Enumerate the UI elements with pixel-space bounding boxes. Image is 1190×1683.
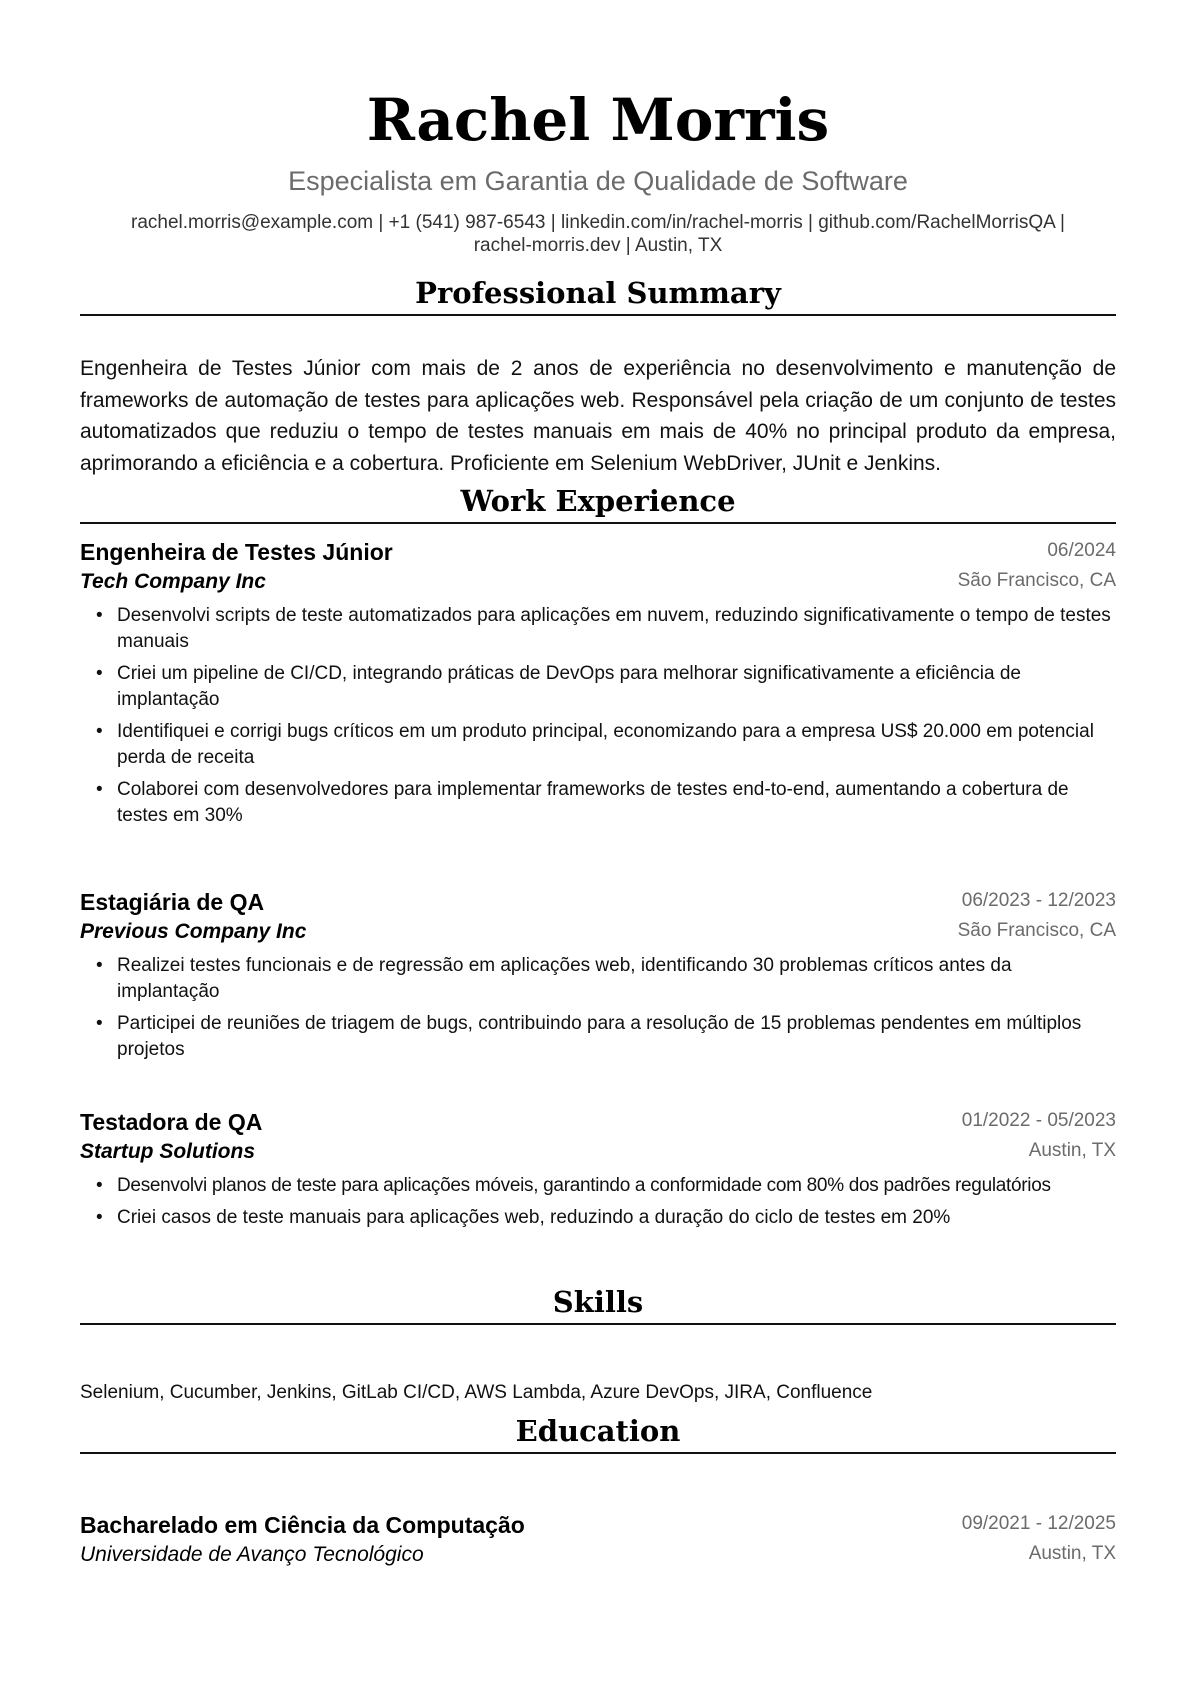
candidate-name: Rachel Morris xyxy=(366,86,830,154)
bullet-text: Colaborei com desenvolvedores para implementar frameworks de testes end-to-end, aumentando a cobertura de testes em 30% xyxy=(117,779,1069,826)
education-date: 09/2021 - 12/2025 xyxy=(961,1513,1116,1534)
contact-info xyxy=(80,211,1116,257)
bullet-icon: • xyxy=(96,1175,103,1196)
education-school: Universidade de Avanço Tecnológico xyxy=(80,1543,424,1566)
job-company: Previous Company Inc xyxy=(80,920,307,943)
bullet-icon: • xyxy=(96,1013,103,1034)
education-degree: Bacharelado em Ciência da Computação xyxy=(80,1512,525,1538)
section-divider xyxy=(80,1452,1116,1454)
bullet-item xyxy=(80,777,1116,829)
bullet-icon: • xyxy=(96,779,103,800)
bullet-item xyxy=(80,603,1116,655)
job-location: São Francisco, CA xyxy=(957,570,1116,591)
section-title-skills: Skills xyxy=(552,1285,644,1319)
job-company: Tech Company Inc xyxy=(80,570,266,593)
job-title: Testadora de QA xyxy=(80,1109,263,1135)
job-date: 01/2022 - 05/2023 xyxy=(961,1110,1116,1131)
bullet-icon: • xyxy=(96,955,103,976)
bullet-item xyxy=(80,953,1116,1005)
bullet-text: Realizei testes funcionais e de regressão em aplicações web, identificando 30 problemas críticos antes da implantação xyxy=(117,955,1012,1002)
job-title: Engenheira de Testes Júnior xyxy=(80,539,393,565)
job-bullets xyxy=(80,1173,1116,1237)
bullet-text: Criei casos de teste manuais para aplicações web, reduzindo a duração do ciclo de testes em 20% xyxy=(117,1207,951,1228)
bullet-text: Desenvolvi scripts de teste automatizados para aplicações em nuvem, reduzindo significativamente o tempo de testes manuais xyxy=(117,605,1111,652)
job-date: 06/2024 xyxy=(1047,540,1116,561)
candidate-subtitle: Especialista em Garantia de Qualidade de Software xyxy=(288,166,908,196)
bullet-icon: • xyxy=(96,1207,103,1228)
section-title-experience: Work Experience xyxy=(460,484,736,518)
bullet-icon: • xyxy=(96,605,103,626)
contact-line-2: rachel-morris.dev | Austin, TX xyxy=(473,235,723,256)
section-title-summary: Professional Summary xyxy=(415,276,781,310)
bullet-item xyxy=(80,719,1116,771)
job-location: Austin, TX xyxy=(1028,1140,1116,1161)
job-date: 06/2023 - 12/2023 xyxy=(961,890,1116,911)
job-bullets xyxy=(80,603,1116,835)
bullet-text: Identifiquei e corrigi bugs críticos em um produto principal, economizando para a empresa US$ 20.000 em potencial perda de receita xyxy=(117,721,1094,768)
bullet-icon: • xyxy=(96,721,103,742)
bullet-text: Criei um pipeline de CI/CD, integrando práticas de DevOps para melhorar significativamente a eficiência de implantação xyxy=(117,663,1022,710)
skills-list: Selenium, Cucumber, Jenkins, GitLab CI/CD, AWS Lambda, Azure DevOps, JIRA, Confluence xyxy=(80,1382,873,1403)
job-company: Startup Solutions xyxy=(80,1140,255,1163)
section-title-education: Education xyxy=(515,1414,681,1448)
bullet-text: Desenvolvi planos de teste para aplicações móveis, garantindo a conformidade com 80% dos padrões regulatórios xyxy=(117,1175,1051,1196)
education-location: Austin, TX xyxy=(1028,1543,1116,1564)
section-divider xyxy=(80,522,1116,524)
bullet-item xyxy=(80,1173,1116,1199)
job-title: Estagiária de QA xyxy=(80,889,265,915)
bullet-item xyxy=(80,1205,1116,1231)
bullet-text: Participei de reuniões de triagem de bugs, contribuindo para a resolução de 15 problemas pendentes em múltiplos projetos xyxy=(117,1013,1082,1060)
job-location: São Francisco, CA xyxy=(957,920,1116,941)
section-divider xyxy=(80,314,1116,316)
bullet-item xyxy=(80,1011,1116,1063)
bullet-item xyxy=(80,661,1116,713)
summary-text: Engenheira de Testes Júnior com mais de 2 anos de experiência no desenvolvimento e manutenção de frameworks de automação de testes para aplicações web. Responsável pela criação de um conjunto de testes automatizados que reduziu o tempo de testes manuais em mais de 40% no principal produto da empresa, aprimorando a eficiência e a cobertura. Proficiente em Selenium WebDriver, JUnit e Jenkins. xyxy=(80,357,1116,475)
bullet-icon: • xyxy=(96,663,103,684)
contact-line-1: rachel.morris@example.com | +1 (541) 987-6543 | linkedin.com/in/rachel-morris | github.com/RachelMorrisQA | xyxy=(131,212,1065,233)
job-bullets xyxy=(80,953,1116,1069)
section-divider xyxy=(80,1323,1116,1325)
